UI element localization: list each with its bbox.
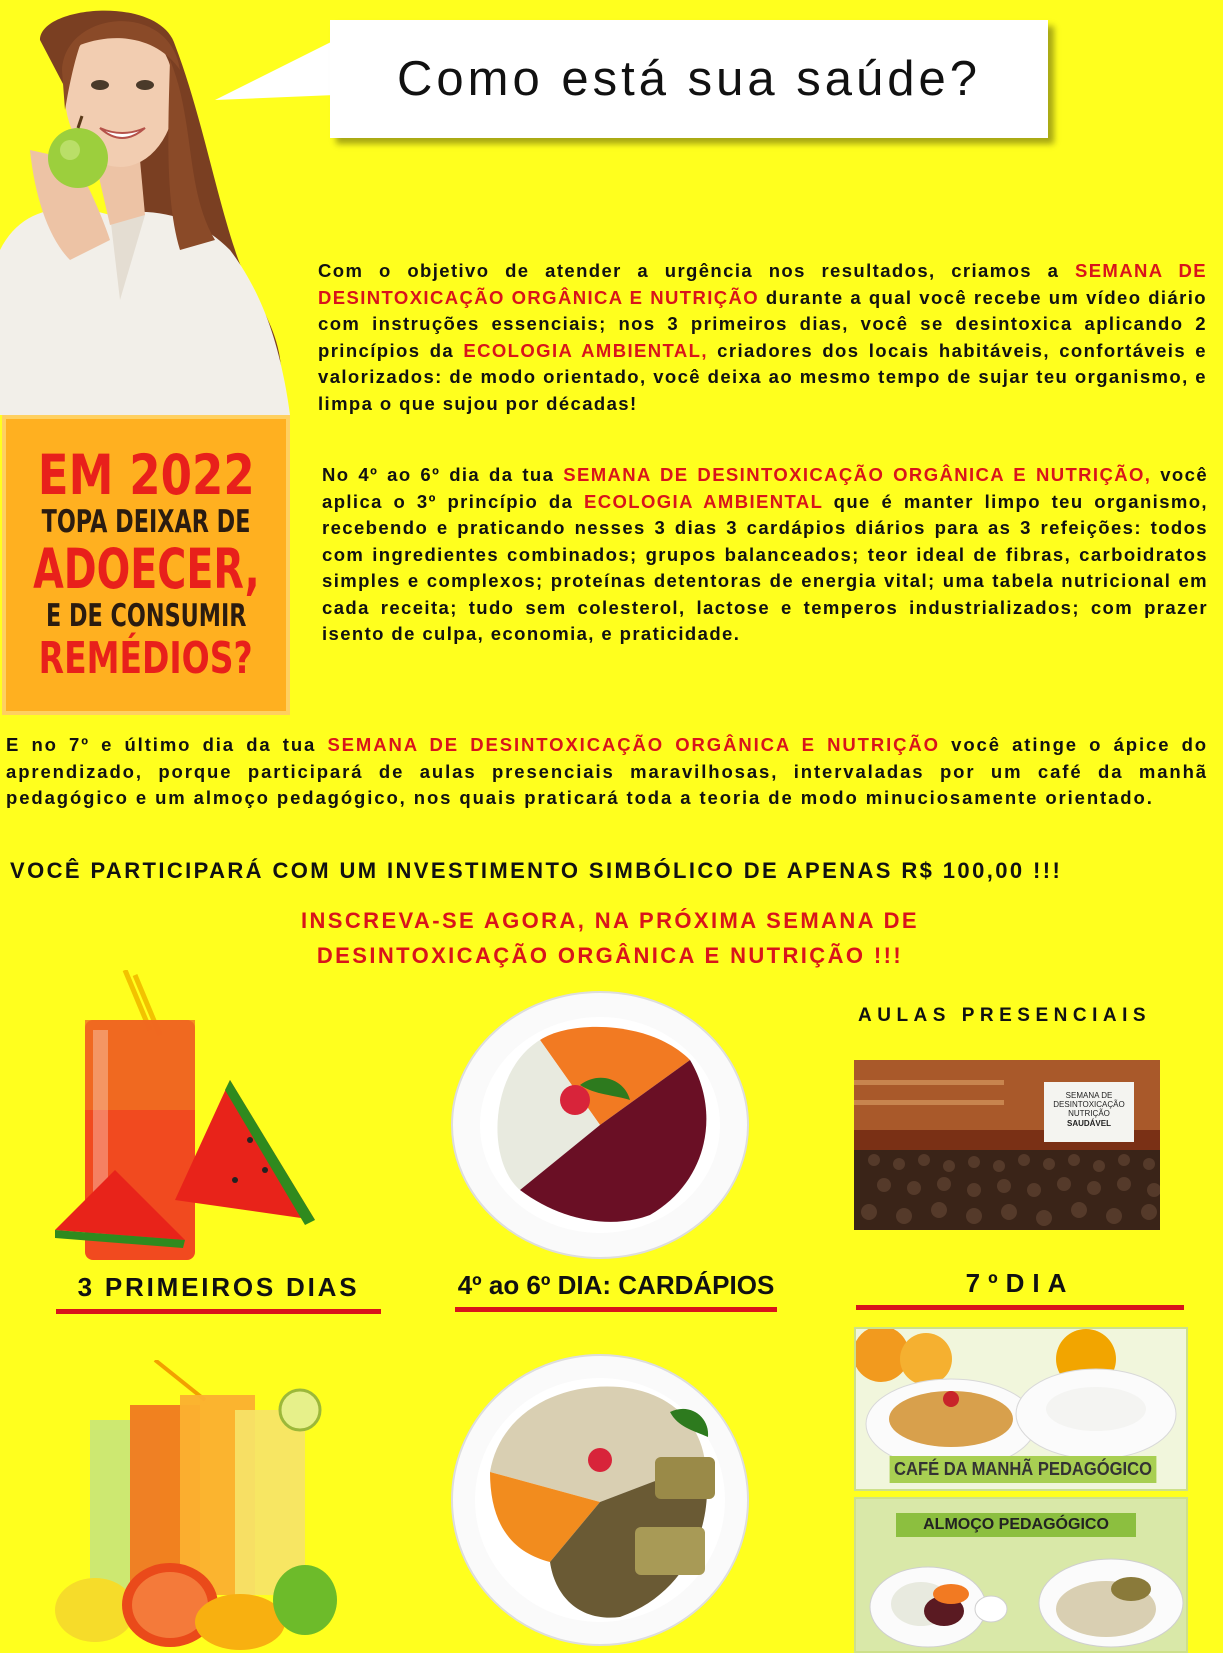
highlight-program-name: SEMANA DE DESINTOXICAÇÃO ORGÂNICA E NUTRIÇÃO — [318, 260, 1207, 308]
promo-line-consumir: E DE CONSUMIR — [45, 598, 247, 634]
investment-statement: VOCÊ PARTICIPARÁ COM UM INVESTIMENTO SIMBÓLICO DE APENAS R$ 100,00 !!! — [10, 858, 1063, 883]
breakfast-label: CAFÉ DA MANHÃ PEDAGÓGICO — [890, 1456, 1157, 1483]
promo-line-topa: TOPA DEIXAR DE — [41, 504, 251, 540]
highlight-program-name: SEMANA DE DESINTOXICAÇÃO ORGÂNICA E NUTRIÇÃO — [327, 734, 940, 755]
juice-watermelon-image — [55, 970, 335, 1260]
promo-box — [2, 415, 290, 715]
caption-first-days: 3 PRIMEIROS DIAS — [56, 1272, 381, 1314]
slide-text-line2: DESINTOXICAÇÃO — [1053, 1100, 1125, 1109]
promo-line-remedios: REMÉDIOS? — [39, 633, 253, 684]
auditorium-photo — [854, 1060, 1160, 1230]
signup-call-to-action: INSCREVA-SE AGORA, NA PRÓXIMA SEMANA DE DESINTOXICAÇÃO ORGÂNICA E NUTRIÇÃO !!! — [301, 908, 919, 968]
promo-line-adoecer: ADOECER, — [32, 537, 260, 601]
menus-paragraph: No 4º ao 6º dia da tua SEMANA DE DESINTOXICAÇÃO ORGÂNICA E NUTRIÇÃO, você aplica o 3º princípio da ECOLOGIA AMBIENTAL que é manter limpo teu organismo, recebendo e praticando nesses 3 dias 3 cardápios diários para as 3 refeições: todos com ingredientes combinados; grupos balanceados; teor ideal de fibras, carboidratos simples e complexos; proteínas detentoras de energia vital; uma tabela nutricional em cada receita; tudo sem colesterol, lactose e temperos industrializados; com prazer isento de culpa, economia, e praticidade. — [322, 464, 1209, 644]
highlight-ecology: ECOLOGIA AMBIENTAL, — [463, 339, 708, 361]
citrus-juices-image — [55, 1360, 345, 1650]
intro-paragraph: Com o objetivo de atender a urgência nos resultados, criamos a SEMANA DE DESINTOXICAÇÃO ORGÂNICA E NUTRIÇÃO durante a qual você recebe um vídeo diário com instruções essenciais; nos 3 primeiros dias, você se desintoxica aplicando 2 princípios da ECOLOGIA AMBIENTAL, criadores dos locais habitáveis, confortáveis e valorizados: de modo orientado, você deixa ao mesmo tempo de sujar teu organismo, e limpa o que sujou por décadas! — [318, 260, 1207, 414]
highlight-ecology: ECOLOGIA AMBIENTAL — [583, 490, 823, 512]
aulas-presenciais-heading: AULAS PRESENCIAIS — [858, 1005, 1152, 1026]
breakfast-photo-card — [854, 1327, 1188, 1491]
slide-text-line3: NUTRIÇÃO — [1068, 1109, 1110, 1118]
lunch-photo-card — [854, 1497, 1188, 1653]
lunch-label: ALMOÇO PEDAGÓGICO — [896, 1513, 1136, 1537]
slide-text-line1: SEMANA DE — [1065, 1091, 1113, 1100]
rice-lentils-plate-image — [450, 1352, 750, 1647]
salad-plate-image — [450, 990, 750, 1260]
speech-bubble — [330, 20, 1048, 138]
promo-year: EM 2022 — [37, 443, 255, 507]
seventh-day-paragraph: E no 7º e último dia da tua SEMANA DE DESINTOXICAÇÃO ORGÂNICA E NUTRIÇÃO você atinge o ápice do aprendizado, porque participará de aulas presenciais maravilhosas, intervaladas por um café da manhã pedagógico e um almoço pedagógico, nos quais praticará toda a teoria de modo minuciosamente orientado. — [6, 734, 1208, 808]
slide-text-line4: SAUDÁVEL — [1066, 1119, 1112, 1128]
health-question-heading: Como está sua saúde? — [397, 52, 981, 106]
highlight-program-name: SEMANA DE DESINTOXICAÇÃO ORGÂNICA E NUTRIÇÃO, — [563, 464, 1152, 485]
speech-bubble-tail — [215, 40, 345, 110]
caption-menus: 4º ao 6º DIA: CARDÁPIOS — [455, 1270, 777, 1312]
caption-seventh-day: 7ºDIA — [856, 1268, 1184, 1310]
